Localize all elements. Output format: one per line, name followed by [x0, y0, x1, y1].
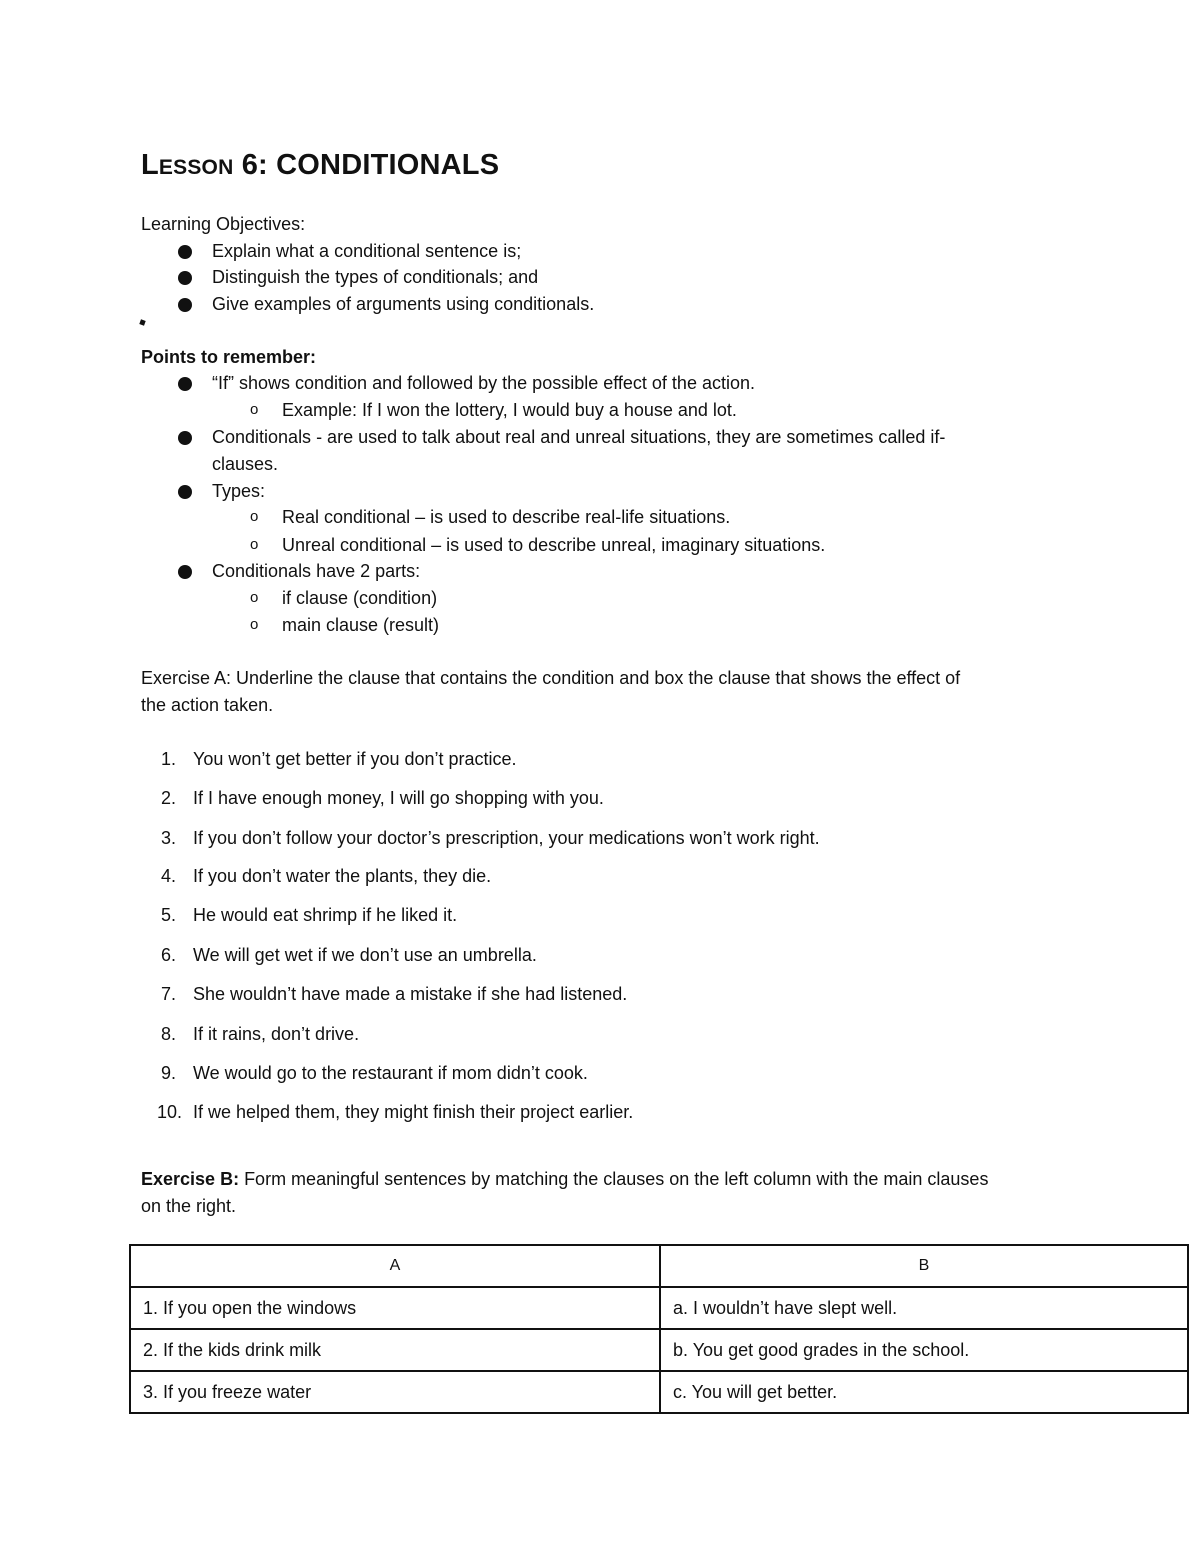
stray-mark [139, 319, 145, 325]
table-cell-b: c. You will get better. [660, 1371, 1188, 1413]
title-rest: 6: CONDITIONALS [233, 149, 500, 181]
list-item: If you don’t follow your doctor’s prescription, your medications won’t work right. [193, 828, 820, 848]
points-heading: Points to remember: [141, 347, 317, 367]
conditionals-definition-line1: Conditionals - are used to talk about real and unreal situations, they are sometimes called if- [212, 427, 946, 447]
table-cell-b: a. I wouldn’t have slept well. [660, 1287, 1188, 1329]
title-first-letter: L [141, 149, 159, 181]
bullet-icon [178, 485, 192, 499]
objective-item: Give examples of arguments using conditionals. [212, 294, 595, 314]
bullet-icon [178, 431, 192, 445]
table-row [130, 1287, 1188, 1329]
list-item-number: 3. [160, 828, 176, 848]
list-item-number: 1. [160, 749, 176, 769]
type-item: Unreal conditional – is used to describe unreal, imaginary situations. [282, 535, 826, 555]
list-item: If it rains, don’t drive. [193, 1024, 360, 1044]
sub-bullet-icon: o [250, 536, 259, 553]
list-item-number: 9. [160, 1063, 176, 1083]
objectives-heading: Learning Objectives: [141, 214, 306, 234]
sub-bullet-icon: o [250, 589, 259, 606]
list-item: If I have enough money, I will go shopping with you. [193, 788, 604, 808]
bullet-icon [178, 565, 192, 579]
table-row [130, 1371, 1188, 1413]
exercise-a-instruction-line1 [141, 665, 960, 691]
column-header-a: A [130, 1245, 660, 1287]
exercise-a-label: Exercise A: [141, 668, 232, 688]
bullet-icon [178, 377, 192, 391]
types-label: Types: [212, 481, 266, 501]
parts-label: Conditionals have 2 parts: [212, 561, 421, 581]
list-item: She wouldn’t have made a mistake if she had listened. [193, 984, 628, 1004]
bullet-icon [178, 271, 192, 285]
list-item: If we helped them, they might finish their project earlier. [193, 1102, 634, 1122]
if-example: Example: If I won the lottery, I would buy a house and lot. [282, 400, 737, 420]
column-header-b: B [660, 1245, 1188, 1287]
part-item: main clause (result) [282, 615, 440, 635]
table-header-row [130, 1245, 1188, 1287]
list-item-number: 2. [160, 788, 176, 808]
list-item: We will get wet if we don’t use an umbrella. [193, 945, 537, 965]
exercise-b-instruction-line2: on the right. [141, 1196, 237, 1216]
exercise-b-instruction-text: Form meaningful sentences by matching the clauses on the left column with the main clauses [239, 1169, 989, 1189]
exercise-b-label: Exercise B: [141, 1169, 240, 1189]
type-item: Real conditional – is used to describe real-life situations. [282, 507, 731, 527]
list-item-number: 4. [160, 866, 176, 886]
sub-bullet-icon: o [250, 616, 259, 633]
sub-bullet-icon: o [250, 508, 259, 525]
exercise-b-instruction-line1 [141, 1166, 988, 1192]
table-cell-b: b. You get good grades in the school. [660, 1329, 1188, 1371]
table-cell-a: 1. If you open the windows [130, 1287, 660, 1329]
table-cell-a: 2. If the kids drink milk [130, 1329, 660, 1371]
list-item: We would go to the restaurant if mom didn’t cook. [193, 1063, 588, 1083]
table-row [130, 1329, 1188, 1371]
table-cell-a: 3. If you freeze water [130, 1371, 660, 1413]
bullet-icon [178, 245, 192, 259]
exercise-a-instruction-text: Underline the clause that contains the condition and box the clause that shows the effect of [231, 668, 961, 688]
list-item: He would eat shrimp if he liked it. [193, 905, 458, 925]
if-point: “If” shows condition and followed by the possible effect of the action. [212, 373, 755, 393]
sub-bullet-icon: o [250, 401, 259, 418]
list-item: You won’t get better if you don’t practice. [193, 749, 517, 769]
exercise-a-instruction-line2: the action taken. [141, 695, 274, 715]
part-item: if clause (condition) [282, 588, 438, 608]
page-title [141, 146, 499, 187]
list-item-number: 7. [160, 984, 176, 1004]
objective-item: Distinguish the types of conditionals; and [212, 267, 539, 287]
list-item-number: 5. [160, 905, 176, 925]
list-item: If you don’t water the plants, they die. [193, 866, 492, 886]
conditionals-definition-line2: clauses. [212, 454, 279, 474]
list-item-number: 10. [156, 1102, 182, 1122]
list-item-number: 6. [160, 945, 176, 965]
bullet-icon [178, 298, 192, 312]
title-small-caps: ESSON [158, 156, 234, 179]
list-item-number: 8. [160, 1024, 176, 1044]
matching-table [129, 1244, 1189, 1414]
objective-item: Explain what a conditional sentence is; [212, 241, 522, 261]
